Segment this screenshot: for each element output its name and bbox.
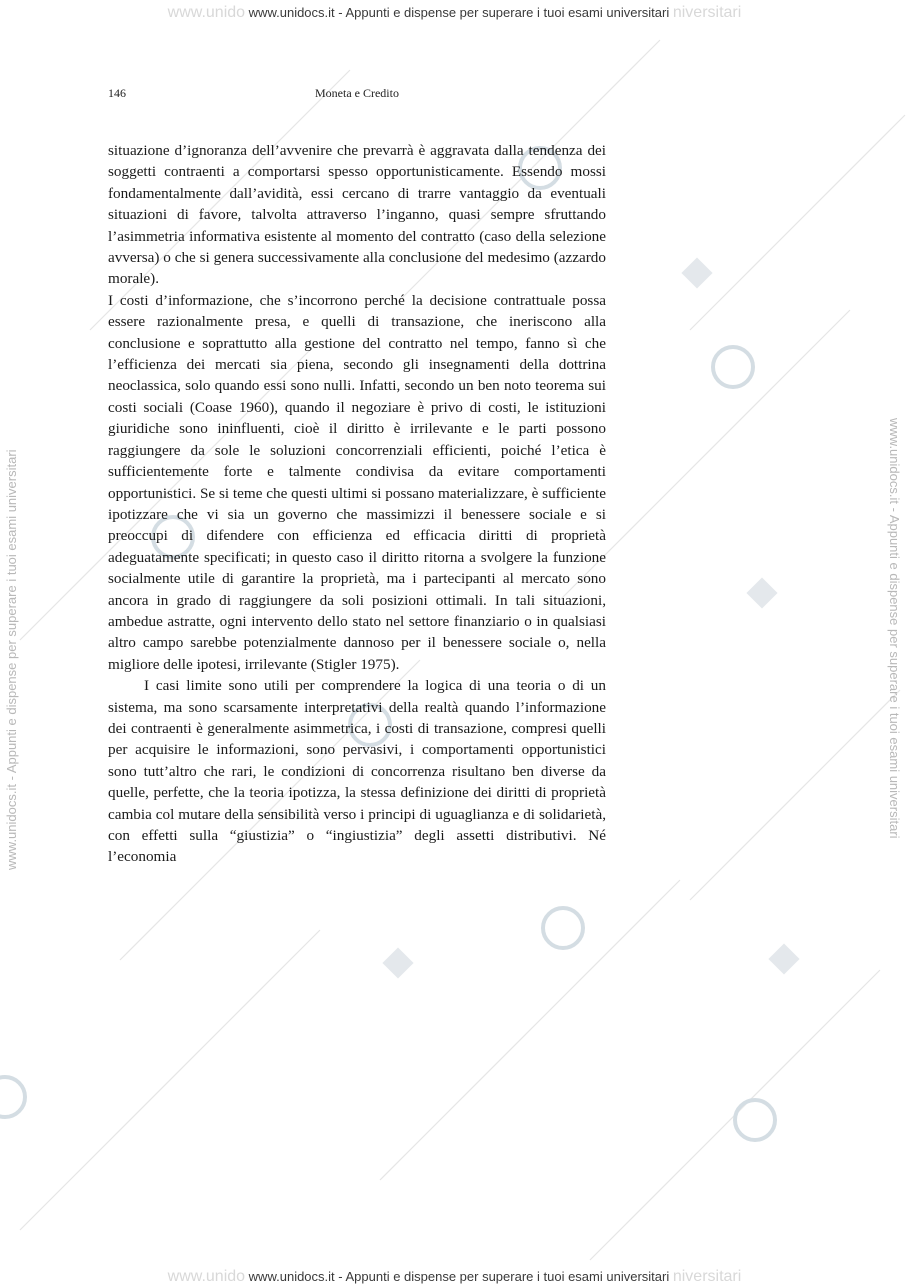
watermark-faint-right: niversitari — [672, 4, 742, 21]
watermark-top-text: www.unidocs.it - Appunti e dispense per superare i tuoi esami universitari — [248, 5, 670, 20]
watermark-bottom-text: www.unidocs.it - Appunti e dispense per superare i tuoi esami universitari — [248, 1269, 670, 1284]
paragraph: I casi limite sono utili per comprendere la logica di una teoria o di un sistema, ma sono scarsamente interpretativi della realtà quando l’informazione dei contraenti è generalmente asimmetrica, i costi di transazione, compresi quelli per acquisire le informazioni, sono pervasivi, i comportamenti opportunistici sono tutt’altro che rari, le condizioni di concorrenza risultano ben diverse da quelle, perfette, che la teoria ipotizza, la stessa definizione dei diritti di proprietà cambia col mutare della sensibilità verso i principi di uguaglianza e di solidarietà, con effetti sulla “giustizia” o “ingiustizia” degli assetti distributivi. Né l’economia — [108, 677, 606, 866]
left-side-watermark: www.unidocs.it - Appunti e dispense per superare i tuoi esami universitari — [4, 449, 19, 870]
paragraph: I costi d’informazione, che s’incorrono perché la decisione contrattuale possa essere razionalmente presa, e quelli di transazione, che ineriscono alla conclusione e soprattutto alla gestione del contratto nel tempo, fanno sì che l’efficienza dei mercati sia piena, secondo gli insegnamenti della dottrina neoclassica, solo quando essi sono nulli. Infatti, secondo un ben noto teorema sui costi sociali (Coase 1960), quando il negoziare è privo di costi, le istituzioni giuridiche sono ininfluenti, cioè il diritto è irrilevante e le parti possono raggiungere da sole le soluzioni concorrenziali efficienti, poiché l’etica è sufficientemente forte e talmente condivisa da evitare comportamenti opportunistici. Se si teme che questi ultimi si possano materializzare, è sufficiente ipotizzare che vi sia un governo che massimizzi il benessere sociale e si preoccupi di difendere con efficienza ed efficacia diritti di proprietà adeguatamente specificati; in questo caso il diritto ritorna a svolgere la funzione socialmente utile di garantire la proprietà, ma i partecipanti al mercato sono ancora in grado di raggiungere da soli posizioni ottimali. In tali situazioni, ambedue astratte, ogni intervento dello stato nel settore finanziario o in qualsiasi altro campo sarebbe potenzialmente dannoso per il benessere sociale o, nella migliore delle ipotesi, irrilevante (Stigler 1975). — [108, 291, 606, 673]
body-text — [108, 140, 606, 868]
page-number: 146 — [108, 86, 126, 100]
bottom-watermark — [0, 1268, 909, 1286]
running-title: Moneta e Credito — [315, 86, 399, 100]
top-watermark — [0, 4, 909, 22]
watermark-faint-right: niversitari — [672, 1268, 742, 1285]
watermark-faint-left: www.unido — [167, 4, 246, 21]
paragraph: situazione d’ignoranza dell’avvenire che prevarrà è aggravata dalla tendenza dei soggetti contraenti a comportarsi spesso opportunisticamente. Essendo mossi fondamentalmente dall’avidità, essi cercano di trarre vantaggio da eventuali situazioni di favore, talvolta attraverso l’inganno, quasi sempre sfruttando l’asimmetria informativa esistente al momento del contratto (caso della selezione avversa) o che si genera successivamente alla conclusione del medesimo (azzardo morale). — [108, 142, 606, 288]
right-side-watermark: www.unidocs.it - Appunti e dispense per superare i tuoi esami universitari — [887, 418, 902, 839]
page-header — [108, 86, 606, 102]
watermark-faint-left: www.unido — [167, 1268, 246, 1285]
